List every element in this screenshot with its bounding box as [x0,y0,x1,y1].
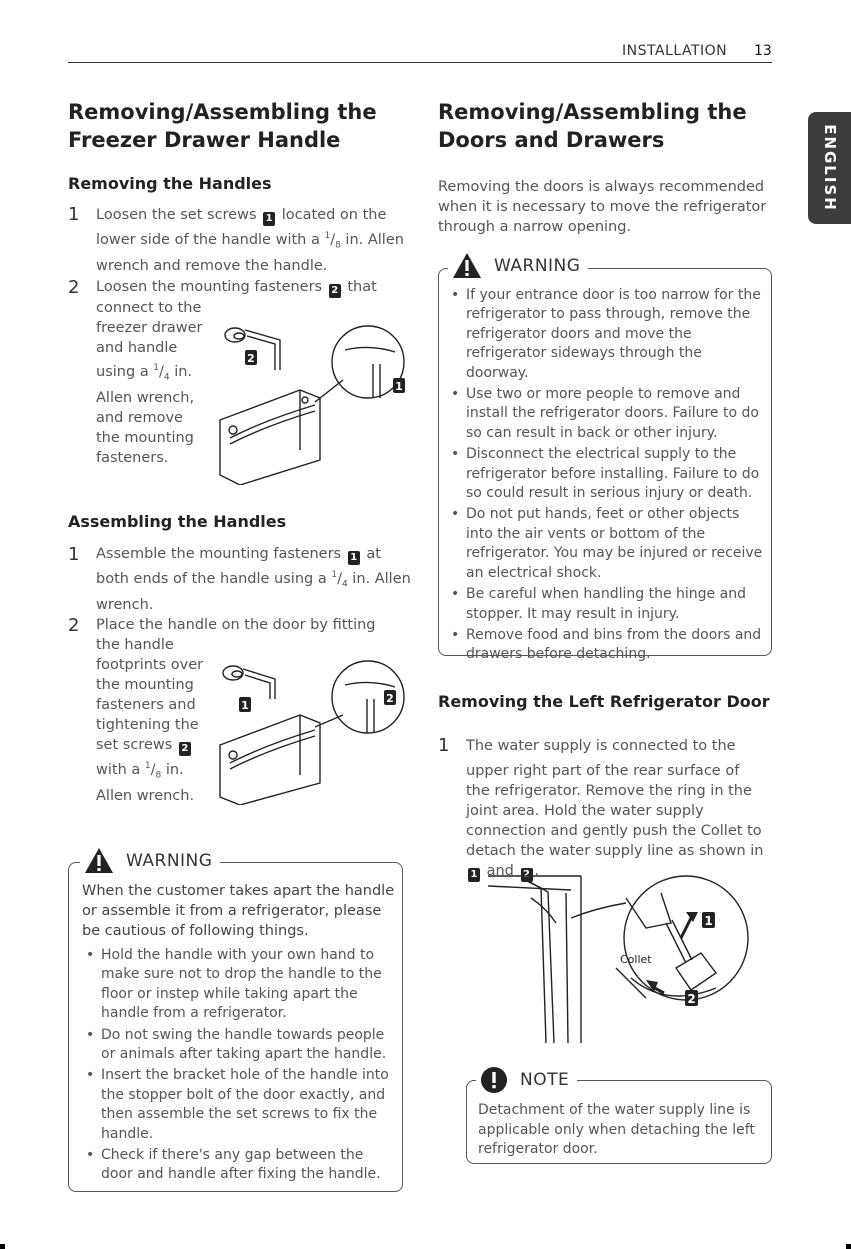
text-fragment: set screws [96,737,173,753]
text-fragment: wrench. [96,596,154,613]
text-fragment: Allen wrench, [96,389,195,406]
crop-mark [0,1244,5,1249]
text-fragment: the mounting [96,429,194,446]
badge-2: 2 [179,742,191,756]
left-door-step1-text: The water supply is connected to the upper right part of the rear surface of the refrigerator. Remove the ring in the joint area. Hold the water supply connection and gently push the Collet to detach the water supply line as shown in 1 and 2 . [466,736,766,882]
left-door-heading: Removing the Left Refrigerator Door [438,692,770,711]
text-fragment: in. Allen [352,570,411,587]
warning-item: • Insert the bracket hole of the handle into the stopper bolt of the door exactly, and then assemble the set screws to fix the handle. [82,1066,397,1144]
warning-intro: When the customer takes apart the handle or assemble it from a refrigerator, please be cautious of following things. [82,883,395,939]
text-fragment: Assemble the mounting fasteners [96,546,342,562]
assembling-step2-text: Place the handle on the door by fitting the handle footprints over the mounting fasteners and tightening the set screws 2 with a $^1/_8$ in. Allen wrench. [96,617,376,804]
text-fragment: fasteners. [96,449,169,466]
text-fragment: The water supply is connected to the [466,738,736,754]
warning-item: • Hold the handle with your own hand to make sure not to drop the handle to the floor or instep while taking apart the handle from a refrigerator. [82,946,397,1024]
removing-handles-heading: Removing the Handles [68,174,272,193]
right-warning-header [448,252,588,279]
text-fragment: lower side of the handle with a [96,231,320,248]
note-header [476,1066,577,1094]
left-warning-content [82,881,397,1187]
text-fragment: freezer drawer [96,320,203,336]
badge-1-label: 1 [241,699,249,712]
left-warning-header [80,847,220,874]
badge-2-label: 2 [687,992,696,1006]
text-fragment: Loosen the set screws [96,207,257,223]
note-text: Detachment of the water supply line is applicable only when detaching the left refrigerator door. [478,1102,755,1157]
assembling-handles-heading: Assembling the Handles [68,512,287,531]
step-number: 1 [68,544,80,565]
language-tab-label: ENGLISH [820,124,839,212]
warning-item: • If your entrance door is too narrow for the refrigerator to pass through, remove the refrigerator doors and move the refrigerator sideways through the doorway. [447,286,765,383]
warning-item: • Be careful when handling the hinge and stopper. It may result in injury. [447,585,765,624]
warning-item: • Disconnect the electrical supply to the refrigerator before installing. Failure to do so could result in serious injury or death. [447,445,765,503]
warning-icon [84,847,114,874]
text-fragment: Allen wrench. [96,787,195,804]
right-warning-list [447,286,765,667]
fraction-den: 8 [155,770,162,781]
warning-title: WARNING [490,256,584,276]
right-title [438,98,747,154]
left-title [68,98,377,154]
text-fragment: using a [96,363,149,380]
badge-1: 1 [348,551,360,565]
badge-1: 1 [468,868,480,882]
text-fragment: Place the handle on the door by fitting [96,617,376,633]
text-fragment: at [366,546,381,562]
warning-item: • Check if there's any gap between the door and handle after fixing the handle. [82,1146,397,1185]
right-title-line1: Removing/Assembling the [438,100,747,124]
language-tab [808,112,851,224]
fraction-num: 1 [153,363,160,373]
header-rule [68,62,772,63]
crop-mark [846,1244,851,1249]
note-title: NOTE [516,1070,573,1090]
section-title: INSTALLATION [622,43,728,59]
text-fragment: with a [96,761,141,778]
removing-step1-text: Loosen the set screws 1 located on the lower side of the handle with a $^1/_8$ in. Allen wrench and remove the handle. [96,207,404,274]
left-title-line2: Freezer Drawer Handle [68,128,341,152]
warning-title: WARNING [122,851,216,871]
left-warning-list [82,946,397,1185]
warning-item: • Do not put hands, feet or other objects into the air vents or bottom of the refrigerator. You may be injured or receive an electrical shock. [447,505,765,583]
text-fragment: footprints over [96,657,204,673]
text-fragment: upper right part of the rear surface of the refrigerator. Remove the ring in the joint area. Hold the water supply connection and gently push the Collet to detach the [466,763,762,859]
fraction-den: 8 [335,240,341,251]
warning-item: • Do not swing the handle towards people or animals after taking apart the handle. [82,1026,397,1065]
removing-step2-text: Loosen the mounting fasteners 2 that connect to the freezer drawer and handle using a $^1/_4$ in. Allen wrench, and remove the mounting fasteners. [96,279,377,466]
text-fragment: both ends of the handle using a [96,570,327,587]
fraction-den: 4 [341,579,348,590]
text-fragment: in. Allen [345,231,404,248]
step-number: 1 [438,735,450,756]
warning-item: • Use two or more people to remove and install the refrigerator doors. Failure to do so can result in back or other injury. [447,385,765,443]
text-fragment: that [347,279,377,295]
badge-2-label: 2 [247,352,255,365]
text-fragment: wrench and remove the handle. [96,257,328,274]
step-number: 1 [68,204,80,225]
step-number: 2 [68,277,80,298]
text-fragment: water supply line as shown in [548,843,764,859]
text-fragment: in. [165,761,184,778]
left-title-line1: Removing/Assembling the [68,100,377,124]
text-fragment: tightening the [96,717,199,733]
step-number: 2 [68,615,80,636]
text-fragment: fasteners and [96,697,196,713]
right-title-line2: Doors and Drawers [438,128,665,152]
text-fragment: located on the [281,207,387,223]
badge-2: 2 [521,868,533,882]
badge-1: 1 [263,212,275,226]
text-fragment: and remove [96,409,183,426]
badge-1-label: 1 [704,914,713,928]
assembling-step1-text: Assemble the mounting fasteners 1 at both ends of the handle using a $^1/_4$ in. Allen wrench. [96,546,411,613]
fraction-den: 4 [163,372,170,383]
collet-label: Collet [620,953,652,966]
fraction-num: 1 [144,761,151,771]
text-fragment: the mounting [96,677,194,693]
handle-removal-illustration [205,320,410,485]
text-fragment: connect to the [96,300,202,316]
warning-icon [452,252,482,279]
water-supply-illustration [486,868,751,1043]
text-fragment: the handle [96,637,174,653]
badge-2-label: 2 [386,692,394,705]
handle-assembly-illustration [205,655,410,805]
note-icon [480,1066,508,1094]
text-fragment: and handle [96,340,178,356]
text-fragment: in. [174,363,193,380]
text-fragment: Loosen the mounting fasteners [96,279,323,295]
fraction-num: 1 [324,231,331,241]
badge-1-label: 1 [395,380,403,393]
page-number: 13 [754,43,772,59]
fraction-num: 1 [331,570,338,580]
text-fragment: and [486,863,514,879]
right-intro: Removing the doors is always recommended when it is necessary to move the refrigerator through a narrow opening. [438,179,767,235]
warning-item: • Remove food and bins from the doors and drawers before detaching. [447,626,765,665]
badge-2: 2 [329,284,341,298]
